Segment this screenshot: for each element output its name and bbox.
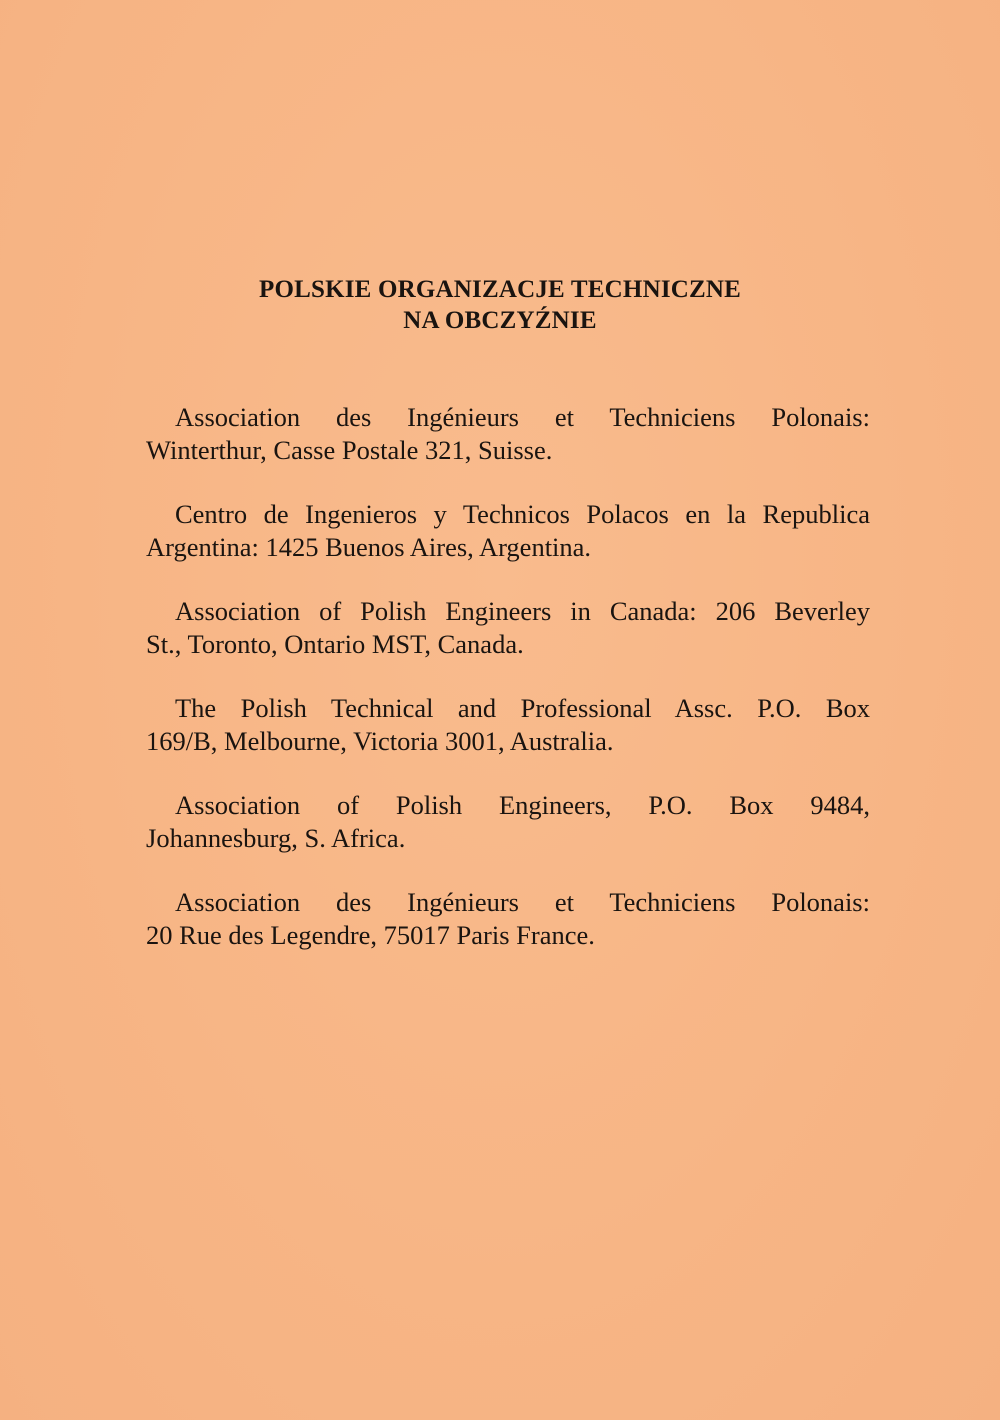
entry-line-2: St., Toronto, Ontario MST, Canada. — [146, 629, 524, 659]
title-line-1: POLSKIE ORGANIZACJE TECHNICZNE — [258, 276, 742, 303]
entry-line-1: The Polish Technical and Professional Assc. P.O. Box — [175, 693, 870, 723]
organization-entry — [146, 886, 870, 952]
entry-line-2: 169/B, Melbourne, Victoria 3001, Australia. — [146, 726, 614, 756]
page-title — [0, 274, 1000, 336]
entry-line-1: Association of Polish Engineers in Canada: 206 Beverley — [175, 596, 870, 626]
organization-entry — [146, 498, 870, 564]
entry-line-2: Winterthur, Casse Postale 321, Suisse. — [146, 435, 553, 465]
entry-line-2: 20 Rue des Legendre, 75017 Paris France. — [146, 920, 595, 950]
organization-list — [146, 401, 870, 983]
entry-line-2: Argentina: 1425 Buenos Aires, Argentina. — [146, 532, 592, 562]
entry-line-1: Association of Polish Engineers, P.O. Box 9484, — [175, 790, 870, 820]
organization-entry — [146, 789, 870, 855]
entry-line-2: Johannesburg, S. Africa. — [146, 823, 406, 853]
entry-line-1: Association des Ingénieurs et Techniciens Polonais: — [175, 887, 870, 917]
entry-line-1: Association des Ingénieurs et Techniciens Polonais: — [175, 402, 870, 432]
organization-entry — [146, 401, 870, 467]
title-line-2: NA OBCZYŹNIE — [403, 307, 597, 334]
entry-line-1: Centro de Ingenieros y Technicos Polacos en la Republica — [175, 499, 870, 529]
organization-entry — [146, 595, 870, 661]
organization-entry — [146, 692, 870, 758]
